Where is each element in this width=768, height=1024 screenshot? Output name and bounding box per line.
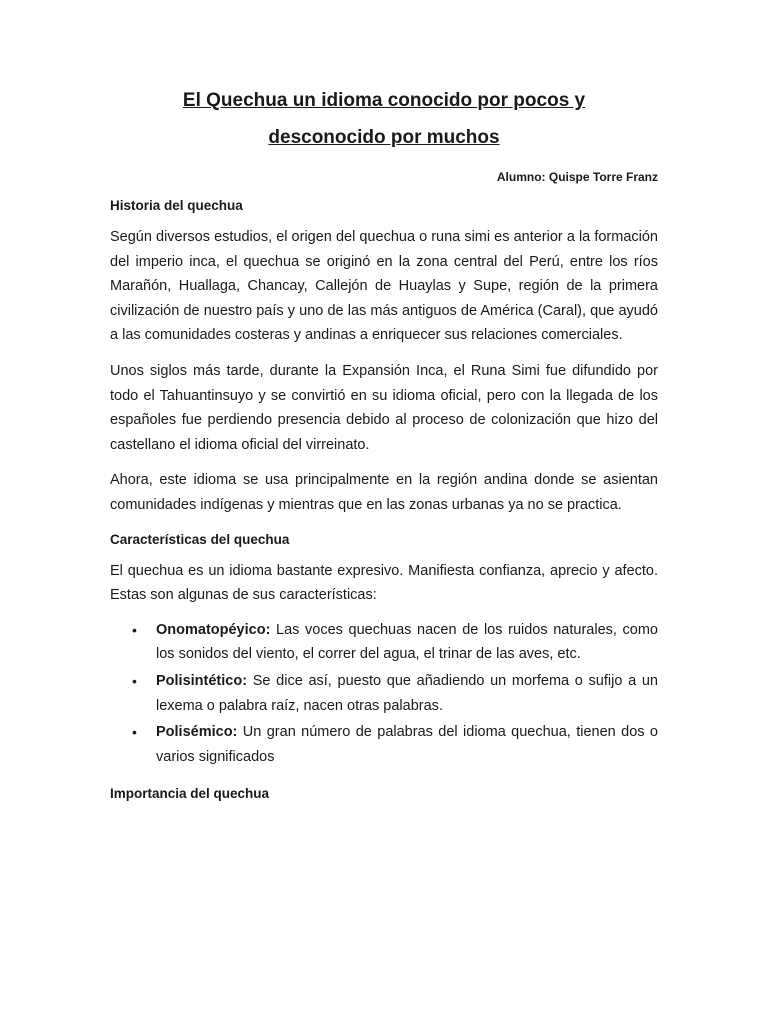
bullet-icon: • xyxy=(132,621,137,638)
list-item-term: Onomatopéyico: xyxy=(156,621,271,638)
list-item-text: Las voces quechuas nacen de los ruidos naturales, como los sonidos del viento, el correr del agua, el trinar de las aves, etc. xyxy=(156,621,658,663)
list-item xyxy=(110,669,658,718)
bullet-icon: • xyxy=(132,672,137,689)
bullet-icon: • xyxy=(132,724,137,741)
title-line-1: El Quechua un idioma conocido por pocos y xyxy=(182,90,586,111)
paragraph-historia-1: Según diversos estudios, el origen del quechua o runa simi es anterior a la formación del imperio inca, el quechua se originó en la zona central del Perú, entre los ríos Marañón, Huallaga, Chancay, Callejón de Huaylas y Supe, región de la primera civilización de nuestro país y uno de las más antiguos de América (Caral), que ayudó a las comunidades costeras y andinas a enriquecer sus relaciones comerciales. xyxy=(110,229,658,344)
document-title xyxy=(110,82,658,156)
section-heading-historia: Historia del quechua xyxy=(110,198,243,213)
section-heading-caracteristicas: Características del quechua xyxy=(110,531,290,547)
list-item-term: Polisémico: xyxy=(156,724,238,741)
list-item xyxy=(110,720,658,769)
title-line-2: desconocido por muchos xyxy=(268,127,500,148)
list-item-text: Un gran número de palabras del idioma quechua, tienen dos o varios significados xyxy=(156,724,658,765)
author-line: Alumno: Quispe Torre Franz xyxy=(496,170,658,184)
paragraph-caracteristicas-intro: El quechua es un idioma bastante expresivo. Manifiesta confianza, aprecio y afecto. Estas son algunas de sus características: xyxy=(110,562,658,604)
list-item-text: Se dice así, puesto que añadiendo un morfema o sufijo a un lexema o palabra raíz, nacen otras palabras. xyxy=(156,672,658,714)
section-heading-importancia: Importancia del quechua xyxy=(110,786,270,802)
characteristics-list xyxy=(110,618,658,770)
list-item xyxy=(110,618,658,667)
list-item-term: Polisintético: xyxy=(156,672,248,689)
paragraph-historia-2: Unos siglos más tarde, durante la Expansión Inca, el Runa Simi fue difundido por todo el Tahuantinsuyo y se convirtió en su idioma oficial, pero con la llegada de los españoles fue perdiendo presencia debido al proceso de colonización que hizo del castellano el idioma oficial del virreinato. xyxy=(110,362,658,453)
paragraph-historia-3: Ahora, este idioma se usa principalmente en la región andina donde se asientan comunidades indígenas y mientras que en las zonas urbanas ya no se practica. xyxy=(110,472,658,513)
document-page xyxy=(110,82,658,802)
